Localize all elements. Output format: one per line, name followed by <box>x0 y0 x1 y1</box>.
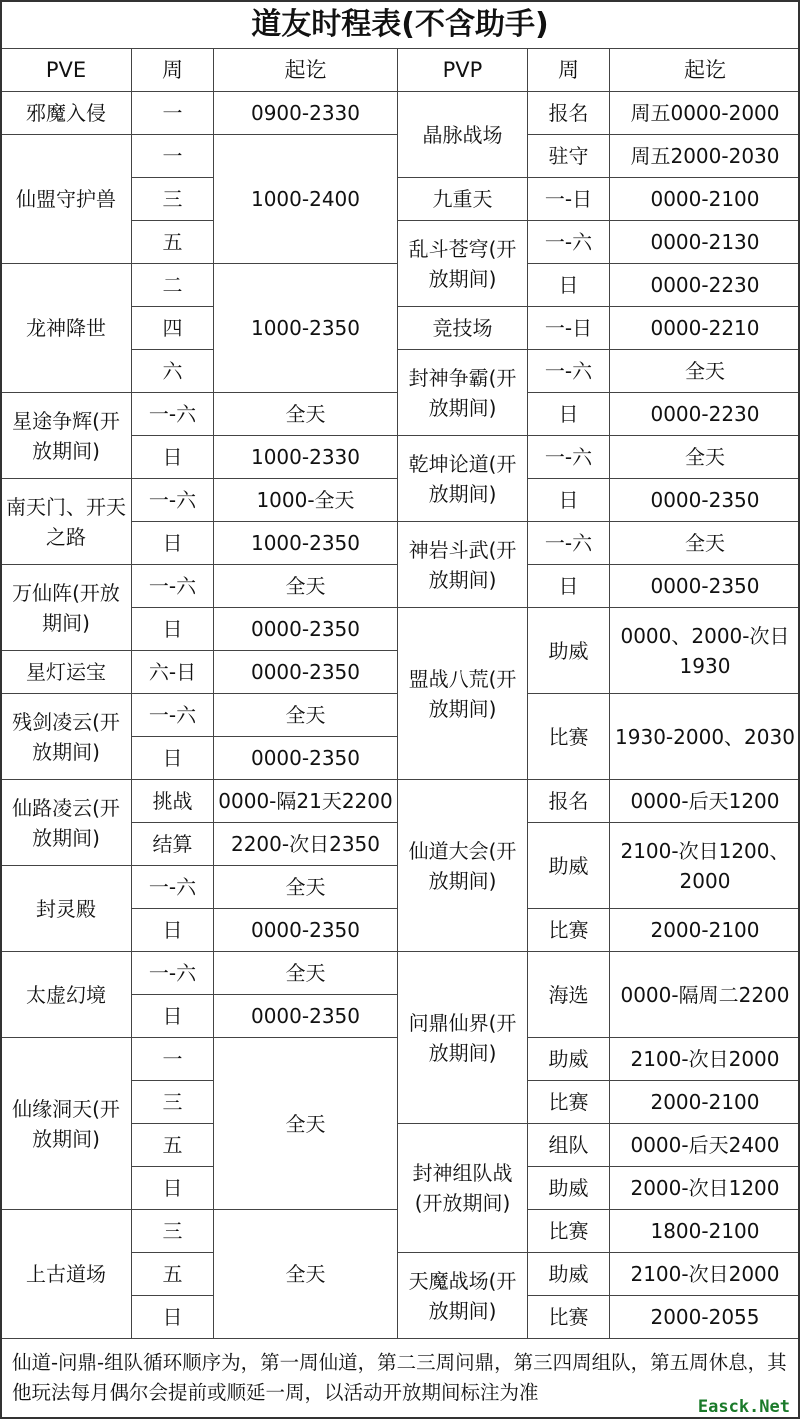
pvp-time: 周五0000-2000 <box>610 92 800 135</box>
pvp-day: 日 <box>528 393 610 436</box>
pvp-day: 报名 <box>528 92 610 135</box>
header-pvp: PVP <box>398 49 528 92</box>
pve-day: 四 <box>132 307 214 350</box>
pvp-day: 一-六 <box>528 522 610 565</box>
pvp-time: 1800-2100 <box>610 1210 800 1253</box>
pvp-time: 0000-隔周二2200 <box>610 952 800 1038</box>
pve-time: 1000-2350 <box>214 264 398 393</box>
pvp-time: 0000-2130 <box>610 221 800 264</box>
pvp-activity: 仙道大会(开放期间) <box>398 780 528 952</box>
pve-day: 一-六 <box>132 565 214 608</box>
pvp-time: 0000-2100 <box>610 178 800 221</box>
pve-day: 日 <box>132 522 214 565</box>
pvp-time: 全天 <box>610 522 800 565</box>
pvp-day: 组队 <box>528 1124 610 1167</box>
pvp-activity: 晶脉战场 <box>398 92 528 178</box>
pve-activity: 万仙阵(开放期间) <box>1 565 132 651</box>
pve-day: 五 <box>132 1253 214 1296</box>
pve-activity: 上古道场 <box>1 1210 132 1339</box>
pvp-day: 一-六 <box>528 221 610 264</box>
pvp-day: 一-六 <box>528 350 610 393</box>
pvp-activity: 神岩斗武(开放期间) <box>398 522 528 608</box>
pve-time: 0000-2350 <box>214 608 398 651</box>
pvp-time: 2100-次日2000 <box>610 1038 800 1081</box>
pvp-time: 0000-2230 <box>610 264 800 307</box>
pve-day: 一-六 <box>132 694 214 737</box>
pve-day: 六 <box>132 350 214 393</box>
pve-activity: 龙神降世 <box>1 264 132 393</box>
header-pve-time: 起讫 <box>214 49 398 92</box>
header-pvp-day: 周 <box>528 49 610 92</box>
pvp-time: 0000-后天2400 <box>610 1124 800 1167</box>
pvp-day: 助威 <box>528 1038 610 1081</box>
pve-activity: 残剑凌云(开放期间) <box>1 694 132 780</box>
pve-activity: 星途争辉(开放期间) <box>1 393 132 479</box>
pve-activity: 星灯运宝 <box>1 651 132 694</box>
pve-day: 日 <box>132 436 214 479</box>
pve-day: 日 <box>132 995 214 1038</box>
pvp-time: 0000-后天1200 <box>610 780 800 823</box>
pve-day: 日 <box>132 1296 214 1339</box>
pvp-time: 周五2000-2030 <box>610 135 800 178</box>
pve-time: 0000-2350 <box>214 651 398 694</box>
page-title: 道友时程表(不含助手) <box>0 0 800 48</box>
pvp-activity: 九重天 <box>398 178 528 221</box>
pve-time: 1000-2330 <box>214 436 398 479</box>
pvp-activity: 盟战八荒(开放期间) <box>398 608 528 780</box>
pvp-activity: 封神组队战(开放期间) <box>398 1124 528 1253</box>
pve-time: 全天 <box>214 565 398 608</box>
pvp-time: 2000-2100 <box>610 909 800 952</box>
pvp-activity: 乱斗苍穹(开放期间) <box>398 221 528 307</box>
pvp-time: 2000-次日1200 <box>610 1167 800 1210</box>
pve-day: 六-日 <box>132 651 214 694</box>
pve-time: 0900-2330 <box>214 92 398 135</box>
pvp-day: 一-日 <box>528 178 610 221</box>
pvp-activity: 天魔战场(开放期间) <box>398 1253 528 1339</box>
pvp-day: 比赛 <box>528 1296 610 1339</box>
pve-day: 日 <box>132 737 214 780</box>
pvp-activity: 问鼎仙界(开放期间) <box>398 952 528 1124</box>
pve-time: 1000-2400 <box>214 135 398 264</box>
pvp-time: 全天 <box>610 436 800 479</box>
pvp-activity: 竞技场 <box>398 307 528 350</box>
pvp-day: 比赛 <box>528 694 610 780</box>
pvp-day: 助威 <box>528 1167 610 1210</box>
pvp-time: 2100-次日1200、2000 <box>610 823 800 909</box>
pve-activity: 仙盟守护兽 <box>1 135 132 264</box>
pvp-day: 海选 <box>528 952 610 1038</box>
pve-day: 一-六 <box>132 479 214 522</box>
pve-time: 2200-次日2350 <box>214 823 398 866</box>
pvp-day: 日 <box>528 479 610 522</box>
pve-day: 五 <box>132 1124 214 1167</box>
pve-time: 全天 <box>214 393 398 436</box>
pve-activity: 仙路凌云(开放期间) <box>1 780 132 866</box>
pve-day: 一 <box>132 1038 214 1081</box>
watermark: Easck.Net <box>694 1397 794 1417</box>
pve-activity: 太虚幻境 <box>1 952 132 1038</box>
pve-activity: 封灵殿 <box>1 866 132 952</box>
pvp-day: 比赛 <box>528 1081 610 1124</box>
pve-day: 一 <box>132 135 214 178</box>
pvp-time: 0000-2350 <box>610 565 800 608</box>
pvp-day: 日 <box>528 565 610 608</box>
pve-time: 全天 <box>214 952 398 995</box>
pve-day: 一-六 <box>132 393 214 436</box>
header-pvp-time: 起讫 <box>610 49 800 92</box>
pve-time: 全天 <box>214 1210 398 1339</box>
pvp-day: 一-六 <box>528 436 610 479</box>
schedule-table <box>0 48 800 1339</box>
pve-day: 日 <box>132 1167 214 1210</box>
pve-time: 1000-全天 <box>214 479 398 522</box>
pvp-time: 1930-2000、2030 <box>610 694 800 780</box>
pve-activity: 南天门、开天之路 <box>1 479 132 565</box>
pve-time: 全天 <box>214 866 398 909</box>
pve-activity: 邪魔入侵 <box>1 92 132 135</box>
pvp-day: 比赛 <box>528 909 610 952</box>
pvp-activity: 乾坤论道(开放期间) <box>398 436 528 522</box>
pvp-day: 驻守 <box>528 135 610 178</box>
pve-time: 全天 <box>214 694 398 737</box>
pvp-time: 0000-2210 <box>610 307 800 350</box>
pve-day: 五 <box>132 221 214 264</box>
pvp-time: 全天 <box>610 350 800 393</box>
pvp-time: 0000-2230 <box>610 393 800 436</box>
pve-time: 0000-2350 <box>214 909 398 952</box>
pve-day: 挑战 <box>132 780 214 823</box>
pve-day: 二 <box>132 264 214 307</box>
pvp-day: 助威 <box>528 608 610 694</box>
pve-day: 一-六 <box>132 866 214 909</box>
footnote: 仙道-问鼎-组队循环顺序为，第一周仙道，第二三周问鼎，第三四周组队，第五周休息，其他玩法每月偶尔会提前或顺延一周，以活动开放期间标注为准 <box>0 1340 800 1419</box>
pvp-day: 一-日 <box>528 307 610 350</box>
pve-day: 三 <box>132 1210 214 1253</box>
pve-time: 0000-隔21天2200 <box>214 780 398 823</box>
pve-day: 日 <box>132 608 214 651</box>
pve-day: 结算 <box>132 823 214 866</box>
pve-day: 三 <box>132 1081 214 1124</box>
pvp-day: 助威 <box>528 823 610 909</box>
pve-day: 日 <box>132 909 214 952</box>
pve-day: 一-六 <box>132 952 214 995</box>
pve-day: 一 <box>132 92 214 135</box>
pve-time: 0000-2350 <box>214 995 398 1038</box>
header-pve: PVE <box>1 49 132 92</box>
pve-activity: 仙缘洞天(开放期间) <box>1 1038 132 1210</box>
pvp-time: 2100-次日2000 <box>610 1253 800 1296</box>
pvp-activity: 封神争霸(开放期间) <box>398 350 528 436</box>
header-pve-day: 周 <box>132 49 214 92</box>
pve-time: 全天 <box>214 1038 398 1210</box>
pvp-time: 0000-2350 <box>610 479 800 522</box>
pve-time: 1000-2350 <box>214 522 398 565</box>
pve-time: 0000-2350 <box>214 737 398 780</box>
pvp-day: 日 <box>528 264 610 307</box>
pvp-time: 0000、2000-次日1930 <box>610 608 800 694</box>
pvp-day: 助威 <box>528 1253 610 1296</box>
pvp-time: 2000-2055 <box>610 1296 800 1339</box>
pvp-day: 比赛 <box>528 1210 610 1253</box>
pve-day: 三 <box>132 178 214 221</box>
pvp-time: 2000-2100 <box>610 1081 800 1124</box>
pvp-day: 报名 <box>528 780 610 823</box>
